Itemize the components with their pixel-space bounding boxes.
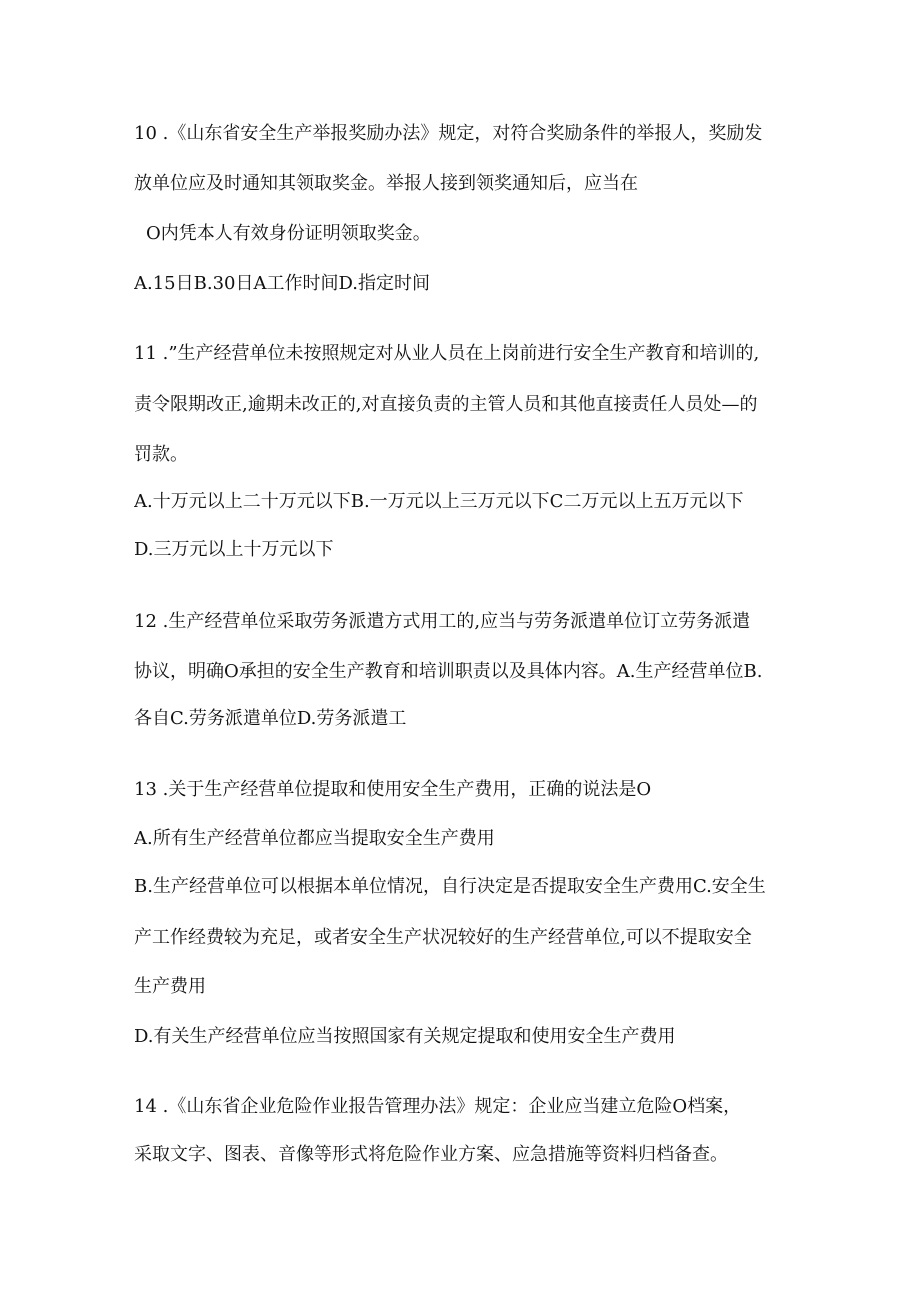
question-13-option-c-line-1: 产工作经费较为充足，或者安全生产状况较好的生产经营单位,可以不提取安全 [134, 927, 752, 948]
question-11-line-2: 责令限期改正,逾期未改正的,对直接负责的主管人员和其他直接责任人员处—的 [134, 394, 758, 415]
question-13-option-d: D.有关生产经营单位应当按照国家有关规定提取和使用安全生产费用 [134, 1026, 676, 1047]
question-10-line-2: 放单位应及时通知其领取奖金。举报人接到领奖通知后，应当在 [134, 173, 638, 194]
question-13-stem: 13 .关于生产经营单位提取和使用安全生产费用，正确的说法是O [134, 779, 652, 800]
question-14-line-2: 采取文字、图表、音像等形式将危险作业方案、应急措施等资料归档备查。 [134, 1144, 728, 1165]
question-13-option-b: B.生产经营单位可以根据本单位情况，自行决定是否提取安全生产费用C.安全生 [134, 876, 766, 897]
question-13-option-c-line-2: 生产费用 [134, 976, 206, 997]
question-12-line-2: 协议，明确O承担的安全生产教育和培训职责以及具体内容。A.生产经营单位B. [134, 661, 763, 682]
question-11-options-1: A.十万元以上二十万元以下B.一万元以上三万元以下C二万元以上五万元以下 [134, 491, 744, 512]
question-12-line-3: 各自C.劳务派遣单位D.劳务派遣工 [134, 708, 407, 729]
question-11-line-1: 11 .”生产经营单位未按照规定对从业人员在上岗前进行安全生产教育和培训的, [134, 343, 760, 364]
question-10-line-1: 10 .《山东省安全生产举报奖励办法》规定，对符合奖励条件的举报人，奖励发 [134, 123, 763, 144]
question-10-line-3: O内凭本人有效身份证明领取奖金。 [146, 223, 431, 244]
question-11-line-3: 罚款。 [134, 444, 188, 465]
question-14-line-1: 14 .《山东省企业危险作业报告管理办法》规定：企业应当建立危险O档案， [134, 1096, 742, 1117]
question-13-option-a: A.所有生产经营单位都应当提取安全生产费用 [134, 828, 495, 849]
question-12-line-1: 12 .生产经营单位采取劳务派遣方式用工的,应当与劳务派遣单位订立劳务派遣 [134, 611, 751, 632]
question-10-options: A.15日B.30日A工作时间D.指定时间 [134, 273, 430, 294]
question-11-options-2: D.三万元以上十万元以下 [134, 539, 334, 560]
